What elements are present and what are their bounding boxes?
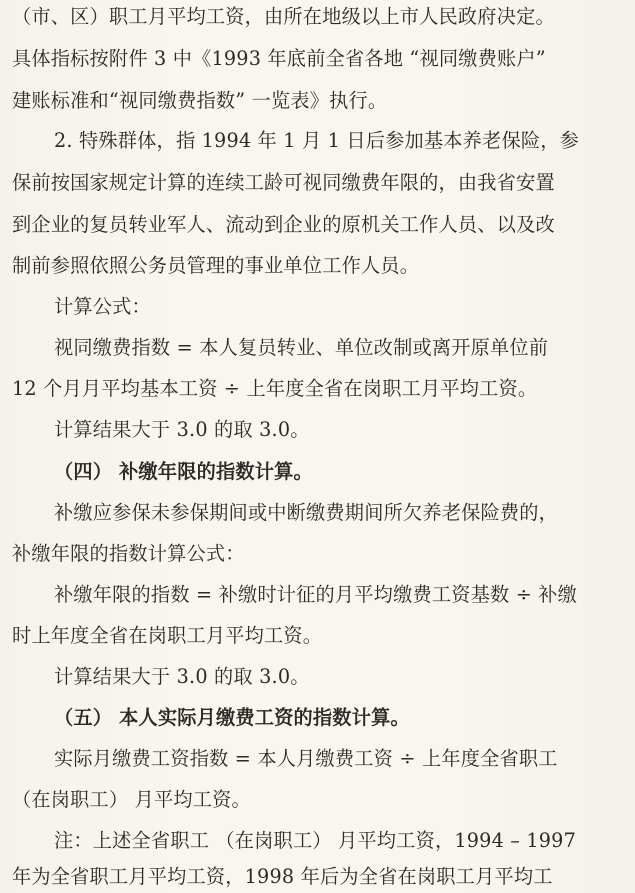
text-line-22: 年为全省职工月平均工资，1998 年后为全省在岗职工月平均工: [12, 865, 553, 888]
text-line-21: 注：上述全省职工 （在岗职工） 月平均工资，1994 – 1997: [54, 829, 577, 852]
text-line-14: 补缴年限的指数计算公式：: [12, 542, 245, 565]
text-line-8: 计算公式：: [54, 295, 151, 318]
text-line-16: 时上年度全省在岗职工月平均工资。: [12, 624, 323, 647]
text-line-10: 12 个月月平均基本工资 ÷ 上年度全省在岗职工月平均工资。: [12, 377, 538, 400]
text-line-6: 到企业的复员转业军人、流动到企业的原机关工作人员、以及改: [12, 213, 555, 236]
section-heading-5: （五） 本人实际月缴费工资的指数计算。: [54, 706, 410, 729]
text-line-1: （市、区）职工月平均工资，由所在地级以上市人民政府决定。: [12, 5, 555, 28]
text-line-20: （在岗职工） 月平均工资。: [12, 788, 251, 811]
text-line-5: 保前按国家规定计算的连续工龄可视同缴费年限的，由我省安置: [12, 171, 555, 194]
text-line-4: 2. 特殊群体，指 1994 年 1 月 1 日后参加基本养老保险，参: [54, 129, 579, 152]
text-line-2: 具体指标按附件 3 中《1993 年底前全省各地 “视同缴费账户”: [12, 47, 546, 70]
text-line-19: 实际月缴费工资指数 = 本人月缴费工资 ÷ 上年度全省职工: [54, 747, 558, 770]
text-line-3: 建账标准和“视同缴费指数” 一览表》执行。: [12, 89, 388, 112]
text-line-15: 补缴年限的指数 = 补缴时计征的月平均缴费工资基数 ÷ 补缴: [54, 583, 578, 606]
text-line-9: 视同缴费指数 = 本人复员转业、单位改制或离开原单位前: [54, 336, 549, 359]
text-line-13: 补缴应参保未参保期间或中断缴费期间所欠养老保险费的，: [54, 501, 559, 524]
section-heading-4: （四） 补缴年限的指数计算。: [54, 460, 313, 483]
text-line-17: 计算结果大于 3.0 的取 3.0。: [54, 665, 310, 688]
text-line-11: 计算结果大于 3.0 的取 3.0。: [54, 418, 310, 441]
text-line-7: 制前参照依照公务员管理的事业单位工作人员。: [12, 254, 420, 277]
